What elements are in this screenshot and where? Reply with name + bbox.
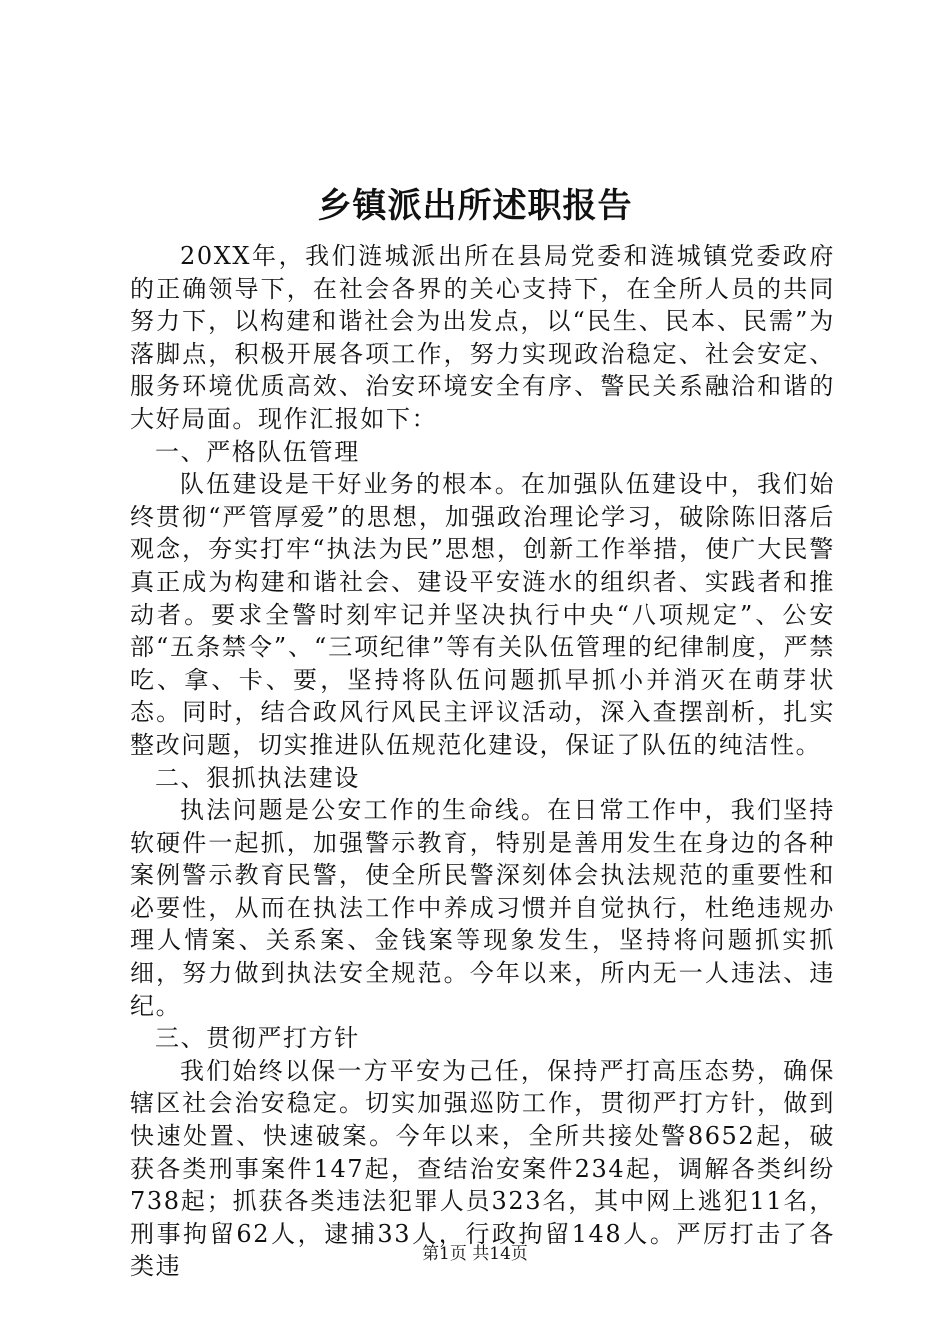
paragraph-team-management: 队伍建设是干好业务的根本。在加强队伍建设中，我们始终贯彻“严管厚爱”的思想，加强政治理论学习，破除陈旧落后观念，夯实打牢“执法为民”思想，创新工作举措，使广大民警真正成为构建和谐社会、建设平安涟水的组织者、实践者和推动者。要求全警时刻牢记并坚决执行中央“八项规定”、公安部“五条禁令”、“三项纪律”等有关队伍管理的纪律制度，严禁吃、拿、卡、要，坚持将队伍问题抓早抓小并消灭在萌芽状态。同时，结合政风行风民主评议活动，深入查摆剖析，扎实整改问题，切实推进队伍规范化建设，保证了队伍的纯洁性。	[130, 470, 835, 759]
section-heading-1: 一、严格队伍管理	[155, 437, 360, 466]
paragraph-intro: 20XX年，我们涟城派出所在县局党委和涟城镇党委政府的正确领导下，在社会各界的关心支持下，在全所人员的共同努力下，以构建和谐社会为出发点，以“民生、民本、民需”为落脚点，积极开展各项工作，努力实现政治稳定、社会安定、服务环境优质高效、治安环境安全有序、警民关系融洽和谐的大好局面。现作汇报如下：	[130, 242, 835, 433]
section-heading-2: 二、狠抓执法建设	[155, 763, 360, 792]
document-body	[130, 240, 835, 1283]
section-heading-3: 三、贯彻严打方针	[155, 1024, 360, 1053]
document-title: 乡镇派出所述职报告	[317, 186, 633, 226]
paragraph-crackdown: 我们始终以保一方平安为己任，保持严打高压态势，确保辖区社会治安稳定。切实加强巡防工作，贯彻严打方针，做到快速处置、快速破案。今年以来，全所共接处警8652起，破获各类刑事案件147起，查结治安案件234起，调解各类纠纷738起；抓获各类违法犯罪人员323名，其中网上逃犯11名，刑事拘留62人，逮捕33人，行政拘留148人。严厉打击了各类违	[130, 1056, 835, 1281]
page-number-footer: 第1页 共14页	[422, 1244, 528, 1264]
paragraph-law-enforcement: 执法问题是公安工作的生命线。在日常工作中，我们坚持软硬件一起抓，加强警示教育，特别是善用发生在身边的各种案例警示教育民警，使全所民警深刻体会执法规范的重要性和必要性，从而在执法工作中养成习惯并自觉执行，杜绝违规办理人情案、关系案、金钱案等现象发生，坚持将问题抓实抓细，努力做到执法安全规范。今年以来，所内无一人违法、违纪。	[130, 796, 835, 1020]
